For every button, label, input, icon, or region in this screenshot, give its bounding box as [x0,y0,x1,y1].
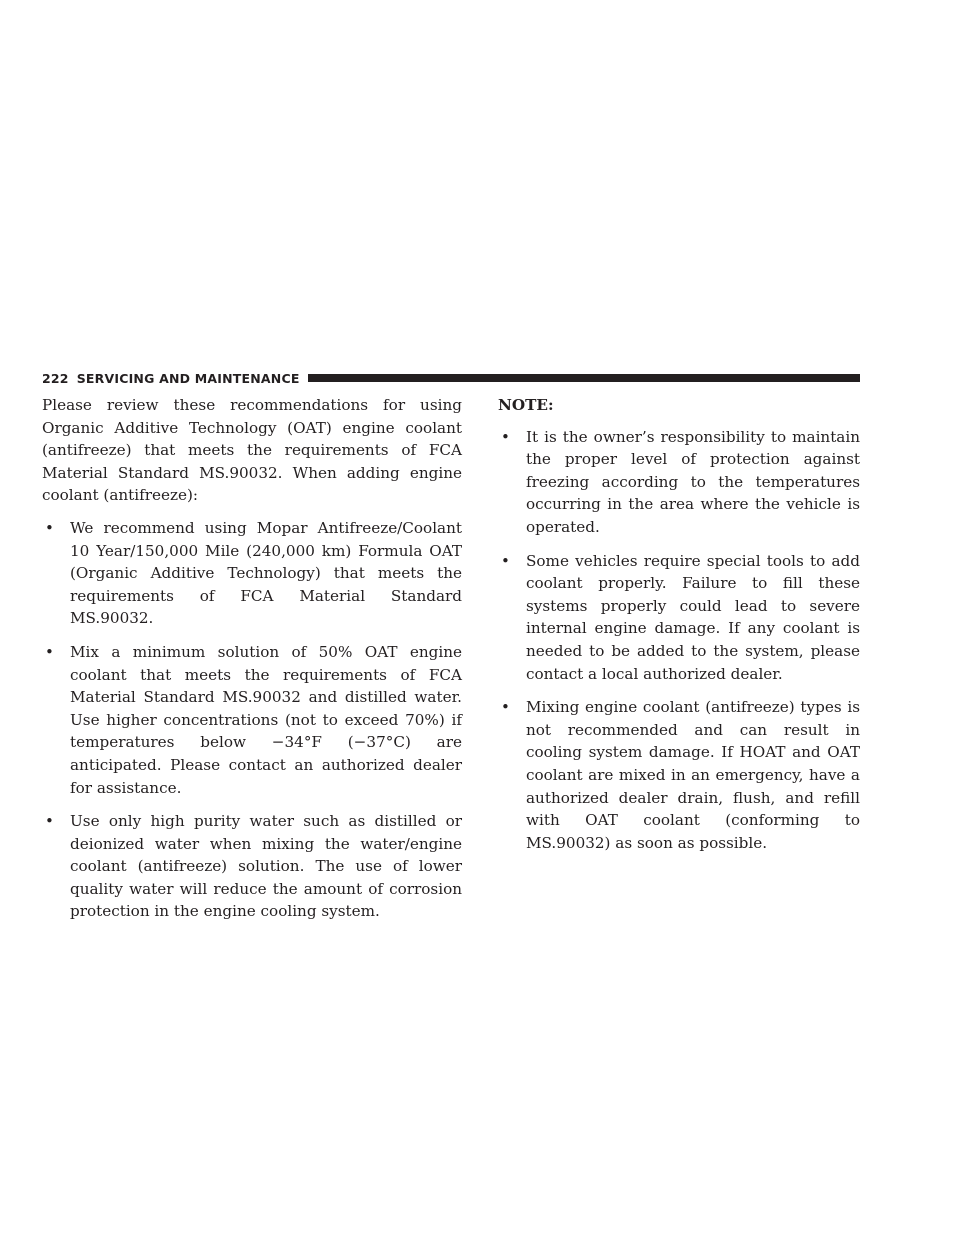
coolant-recommendations-list [42,517,462,923]
list-item [42,641,462,799]
header-rule [308,374,860,382]
list-item-text: Some vehicles require special tools to add coolant properly. Failure to fill these systems properly could lead to severe internal engine damage. If any coolant is needed to be added to the system, please contact a local authorized dealer. [526,551,860,683]
bullet-icon: • [45,812,54,831]
list-item [42,517,462,630]
list-item [498,550,860,686]
intro-paragraph: Please review these recommendations for using Organic Additive Technology (OAT) engine coolant (antifreeze) that meets the requirements of FCA Material Standard MS.90032. When adding engine coolant (antifreeze): [42,396,462,505]
list-item-text: Use only high purity water such as distilled or deionized water when mixing the water/engine coolant (antifreeze) solution. The use of lower quality water will reduce the amount of corrosion protection in the engine cooling system. [70,812,462,921]
bullet-icon: • [45,518,54,537]
page-header [42,371,860,385]
list-item [42,810,462,923]
list-item [498,696,860,854]
note-heading: NOTE: [498,396,554,414]
list-item-text: Mixing engine coolant (antifreeze) types is not recommended and can result in cooling system damage. If HOAT and OAT coolant are mixed in an emergency, have a authorized dealer drain, flush, and refill with OAT coolant (conforming to MS.90032) as soon as possible. [526,698,860,852]
section-title: SERVICING AND MAINTENANCE [76,370,300,386]
list-item-text: Mix a minimum solution of 50% OAT engine coolant that meets the requirements of FCA Material Standard MS.90032 and distilled water. Use higher concentrations (not to exceed 70%) if temperatures below −34°F (−37°C) are anticipated. Please contact an authorized dealer for assistance. [70,642,462,797]
right-column [498,394,860,865]
bullet-icon: • [501,698,510,717]
note-list [498,426,860,855]
page-number: 222 [42,370,69,386]
list-item [498,426,860,539]
bullet-icon: • [45,642,54,661]
left-column [42,394,462,934]
bullet-icon: • [501,427,510,446]
list-item-text: We recommend using Mopar Antifreeze/Coolant 10 Year/150,000 Mile (240,000 km) Formula OAT (Organic Additive Technology) that meets the requirements of FCA Material Standard MS.90032. [70,518,462,628]
list-item-text: It is the owner’s responsibility to maintain the proper level of protection against freezing according to the temperatures occurring in the area where the vehicle is operated. [526,427,860,536]
bullet-icon: • [501,551,510,570]
